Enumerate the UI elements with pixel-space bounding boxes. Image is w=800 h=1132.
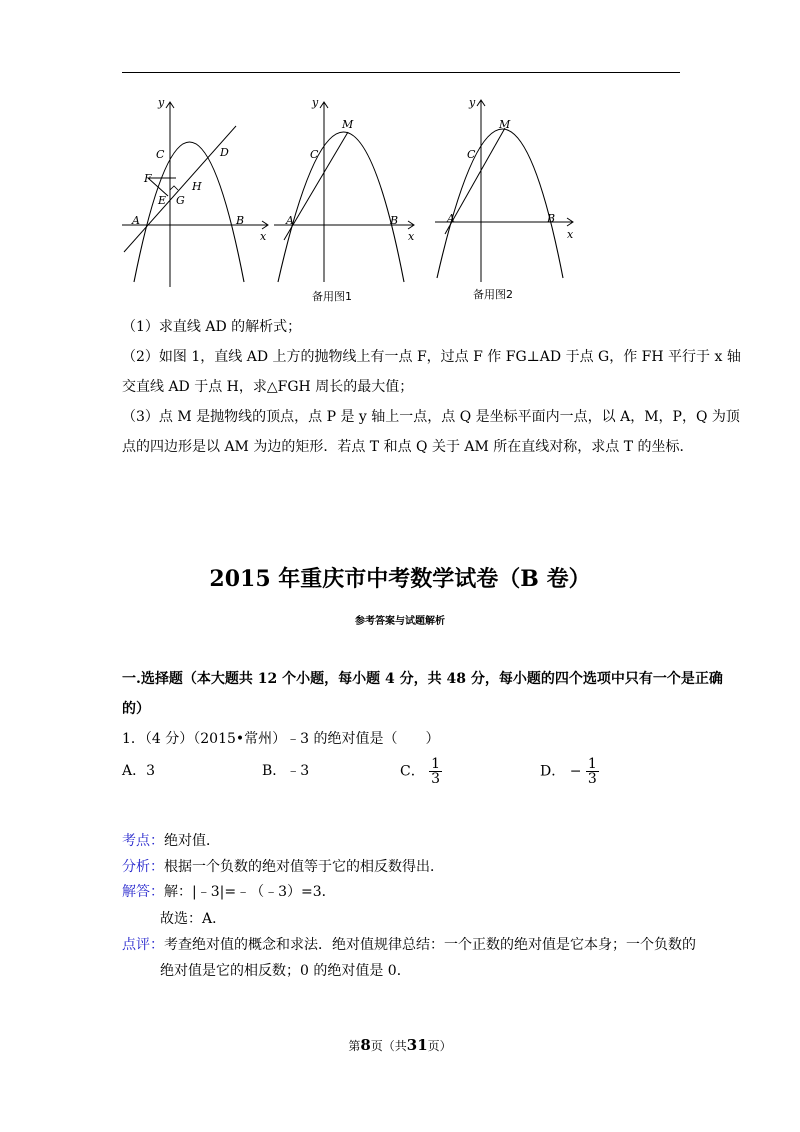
option-d-denominator: 3 [587,771,597,787]
option-d [540,757,599,786]
fig1-label-A: A [132,214,140,227]
question-part-2-line-1: （2）如图 1，直线 AD 上方的抛物线上有一点 F，过点 F 作 FG⊥AD 于点 G，作 FH 平行于 x 轴 [122,349,741,365]
fig1-label-D: D [220,146,229,159]
option-c-fraction [429,757,442,786]
analysis-fenxi [122,858,444,876]
fig2-caption: 备用图1 [312,290,352,303]
exam-subtitle: 参考答案与试题解析 [355,616,445,627]
figure-group [118,92,588,312]
footer-prefix: 第 [348,1039,361,1053]
jieda-tag: 解答： [122,884,164,900]
jieda-text-2: 故选：A． [160,911,227,927]
fig1-label-y: y [158,96,165,109]
figure-3 [423,92,583,307]
option-c-denominator: 3 [431,771,441,787]
exam-title: 2015 年重庆市中考数学试卷（B 卷） [209,566,591,592]
footer-middle: 页（共 [370,1039,407,1053]
fenxi-text: 根据一个负数的绝对值等于它的相反数得出． [164,859,444,875]
total-pages: 31 [406,1036,428,1054]
option-d-sign: − [569,763,582,780]
analysis-dianping [122,936,696,954]
question-part-3-line-2: 点的四边形是以 AM 为边的矩形．若点 T 和点 Q 关于 AM 所在直线对称，求点 T 的坐标． [122,439,694,455]
dianping-text-2: 绝对值是它的相反数；0 的绝对值是 0． [160,963,411,979]
page-number: 8 [360,1036,371,1054]
fig2-label-C: C [310,148,319,161]
jieda-text-1: 解：|﹣3|=﹣（﹣3）=3． [164,884,336,900]
fig1-label-F: F [144,172,152,185]
fig3-label-A: A [447,212,455,225]
fig2-label-B: B [390,214,399,227]
fig2-label-M: M [342,118,354,131]
option-b: B．﹣3 [262,763,310,779]
option-c-label: C． [400,763,425,780]
page-footer [0,1036,800,1054]
footer-suffix: 页） [427,1039,452,1053]
figure-1 [118,92,278,292]
fig1-label-B: B [236,214,245,227]
question-part-3-line-1: （3）点 M 是抛物线的顶点，点 P 是 y 轴上一点，点 Q 是坐标平面内一点，以 A，M，P，Q 为顶 [122,409,740,425]
analysis-kaodian [122,832,220,850]
question-part-1: （1）求直线 AD 的解析式； [122,319,302,335]
fig3-label-C: C [467,148,476,161]
analysis-jieda [122,883,336,901]
option-d-label: D． [540,763,566,780]
section-heading-line-1: 一.选择题（本大题共 12 个小题，每小题 4 分，共 48 分，每小题的四个选项中只有一个是正确 [122,671,723,687]
option-d-fraction [586,757,599,786]
fig1-label-H: H [192,180,202,193]
fenxi-tag: 分析： [122,859,164,875]
fig3-label-x: x [567,228,574,241]
question-1-stem: 1．（4 分）（2015•常州）﹣3 的绝对值是（ ） [122,731,440,747]
fig1-label-E: E [158,194,167,207]
fig2-label-A: A [286,214,294,227]
option-a: A．3 [122,763,156,779]
option-c-numerator: 1 [431,756,441,772]
option-c [400,757,442,786]
fig3-label-M: M [499,118,511,131]
fig1-label-C: C [156,148,165,161]
header-rule [122,72,680,73]
fig1-label-G: G [176,194,185,207]
fig1-label-x: x [260,230,267,243]
fig2-label-y: y [312,96,319,109]
option-d-numerator: 1 [587,756,597,772]
section-heading-line-2: 的） [122,701,150,717]
dianping-text-1: 考查绝对值的概念和求法．绝对值规律总结：一个正数的绝对值是它本身；一个负数的 [164,937,696,953]
fig2-label-x: x [408,230,415,243]
question-part-2-line-2: 交直线 AD 于点 H，求△FGH 周长的最大值； [122,379,414,395]
fig3-label-B: B [547,212,556,225]
kaodian-tag: 考点： [122,833,164,849]
fig3-label-y: y [469,96,476,109]
kaodian-text: 绝对值． [164,833,220,849]
figure-2 [266,92,426,307]
dianping-tag: 点评： [122,937,164,953]
fig3-caption: 备用图2 [473,288,513,301]
